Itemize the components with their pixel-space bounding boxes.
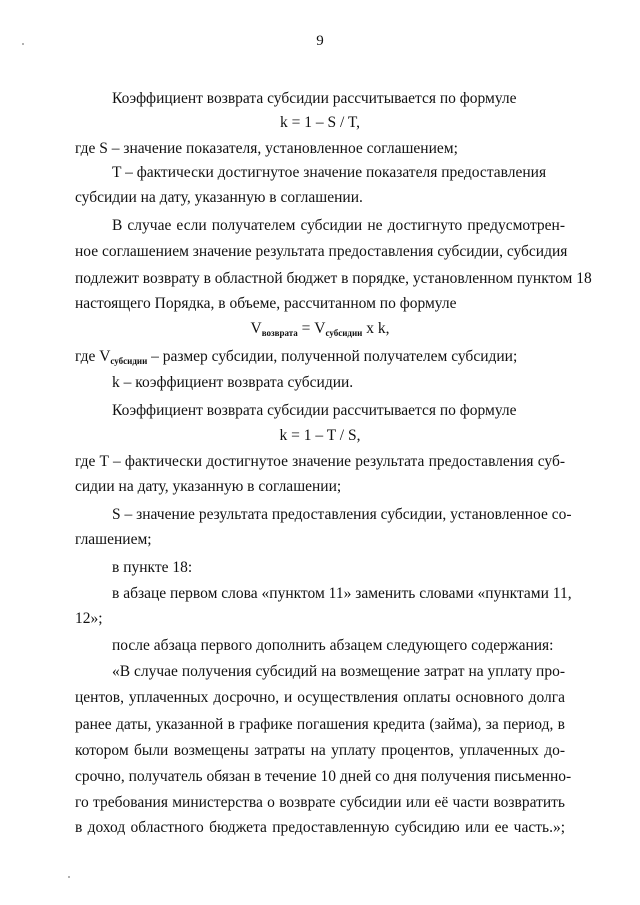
formula-k2: k = 1 – T / S,: [279, 427, 361, 444]
text-line: где S – значение показателя, установленное соглашением;: [75, 140, 458, 157]
text-line: где T – фактически достигнутое значение результата предоставления суб-: [75, 453, 565, 470]
v-def-prefix: где V: [75, 348, 111, 365]
text-line: Коэффициент возврата субсидии рассчитывается по формуле: [112, 402, 517, 419]
text-line: ное соглашением значение результата предоставления субсидии, субсидия: [75, 243, 568, 260]
formula-v-sub: возврата: [261, 328, 298, 338]
v-def-rest: – размер субсидии, полученной получателем субсидии;: [147, 348, 518, 365]
text-line: k – коэффициент возврата субсидии.: [112, 374, 354, 391]
text-line-v-definition: [75, 347, 565, 371]
text-line: В случае если получателем субсидии не достигнуто предусмотрен-: [112, 217, 565, 234]
scan-speck: [22, 43, 24, 45]
text-line: сидии на дату, указанную в соглашении;: [75, 478, 342, 495]
text-line: субсидии на дату, указанную в соглашении.: [75, 189, 363, 206]
v-def-sub: субсидии: [110, 356, 148, 366]
formula-v-part: = V: [297, 320, 326, 337]
text-line: ранее даты, указанной в графике погашения кредита (займа), за период, в: [75, 716, 565, 733]
text-line: подлежит возврату в областной бюджет в порядке, установленном пунктом 18: [75, 270, 592, 287]
scan-speck: [68, 876, 70, 878]
text-line: центов, уплаченных досрочно, и осуществления оплаты основного долга: [75, 689, 565, 706]
page-number: 9: [316, 33, 324, 49]
formula-v-sub: субсидии: [325, 328, 363, 338]
formula-v-part: х k,: [362, 320, 390, 337]
text-line: срочно, получатель обязан в течение 10 дней со дня получения письменно-: [75, 768, 572, 785]
text-line: 12»;: [75, 610, 103, 627]
text-line: T – фактически достигнутое значение показателя предоставления: [112, 164, 547, 181]
text-line: настоящего Порядка, в объеме, рассчитанном по формуле: [75, 295, 457, 312]
text-line: в пункте 18:: [112, 559, 193, 576]
text-line: го требования министерства о возврате субсидии или её части возвратить: [75, 794, 565, 811]
text-line: глашением;: [75, 531, 152, 548]
text-line: в доход областного бюджета предоставленную субсидию или ее часть.»;: [75, 819, 565, 836]
text-line: после абзаца первого дополнить абзацем следующего содержания:: [112, 637, 554, 654]
text-line: «В случае получения субсидий на возмещение затрат на уплату про-: [112, 663, 565, 680]
text-line: в абзаце первом слова «пунктом 11» заменить словами «пунктами 11,: [112, 585, 572, 602]
formula-v-part: V: [250, 320, 262, 337]
text-line: котором были возмещены затраты на уплату процентов, уплаченных до-: [75, 742, 565, 759]
text-line: Коэффициент возврата субсидии рассчитывается по формуле: [112, 90, 517, 107]
formula-v: [0, 319, 640, 343]
formula-k1: k = 1 – S / T,: [279, 114, 361, 131]
text-line: S – значение результата предоставления субсидии, установленное со-: [112, 506, 572, 523]
